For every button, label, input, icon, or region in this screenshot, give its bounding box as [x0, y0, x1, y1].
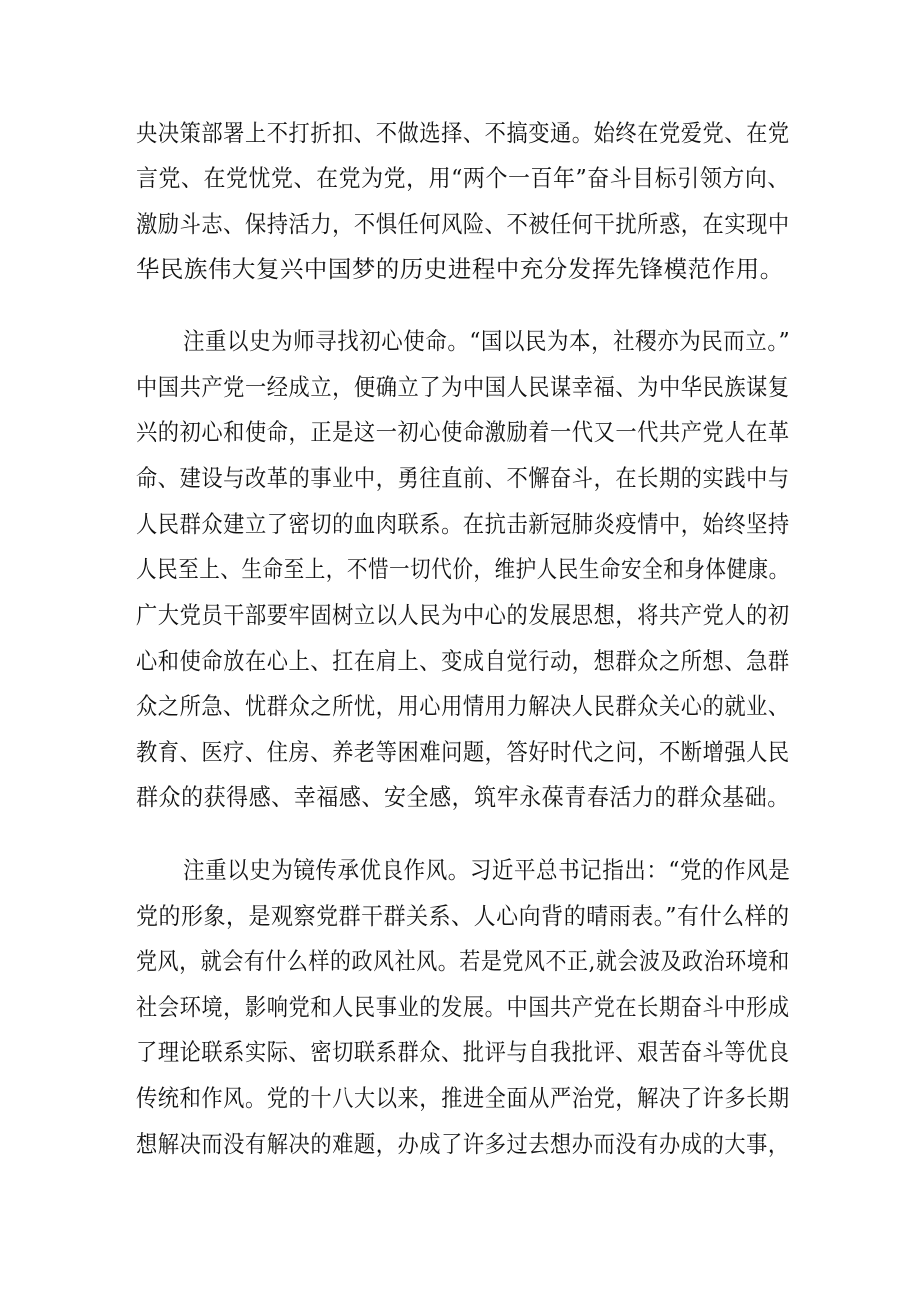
- text-line: 命、建设与改革的事业中，勇往直前、不懈奋斗，在长期的实践中与: [136, 464, 790, 492]
- text-line: 社会环境，影响党和人民事业的发展。中国共产党在长期奋斗中形成: [136, 993, 790, 1021]
- text-line: 央决策部署上不打折扣、不做选择、不搞变通。始终在党爱党、在党: [136, 119, 790, 147]
- text-line: 注重以史为镜传承优良作风。习近平总书记指出：“党的作风是: [183, 856, 791, 884]
- text-line: 兴的初心和使命，正是这一初心使命激励着一代又一代共产党人在革: [136, 418, 790, 446]
- text-line: 党的形象，是观察党群干群关系、人心向背的晴雨表。”有什么样的: [136, 902, 790, 930]
- text-line: 党风，就会有什么样的政风社风。若是党风不正,就会波及政治环境和: [136, 947, 790, 975]
- text-line: 心和使命放在心上、扛在肩上、变成自觉行动，想群众之所想、急群: [136, 647, 790, 675]
- text-line: 广大党员干部要牢固树立以人民为中心的发展思想，将共产党人的初: [136, 601, 790, 629]
- text-line: 人民至上、生命至上，不惜一切代价，维护人民生命安全和身体健康。: [136, 555, 790, 583]
- text-line: 群众的获得感、幸福感、安全感，筑牢永葆青春活力的群众基础。: [136, 783, 790, 811]
- text-line: 华民族伟大复兴中国梦的历史进程中充分发挥先锋模范作用。: [136, 255, 784, 283]
- text-line: 了理论联系实际、密切联系群众、批评与自我批评、艰苦奋斗等优良: [136, 1038, 790, 1066]
- text-line: 中国共产党一经成立，便确立了为中国人民谋幸福、为中华民族谋复: [136, 373, 790, 401]
- text-line: 激励斗志、保持活力，不惧任何风险、不被任何干扰所惑，在实现中: [136, 210, 790, 238]
- text-line: 人民群众建立了密切的血肉联系。在抗击新冠肺炎疫情中，始终坚持: [136, 510, 790, 538]
- text-line: 言党、在党忧党、在党为党，用“两个一百年”奋斗目标引领方向、: [136, 164, 790, 192]
- text-line: 众之所急、忧群众之所忧，用心用情用力解决人民群众关心的就业、: [136, 692, 790, 720]
- text-line: 教育、医疗、住房、养老等困难问题，答好时代之问，不断增强人民: [136, 738, 790, 766]
- text-line: 传统和作风。党的十八大以来，推进全面从严治党，解决了许多长期: [136, 1084, 790, 1112]
- text-line: 注重以史为师寻找初心使命。“国以民为本，社稷亦为民而立。”: [183, 327, 791, 355]
- text-line: 想解决而没有解决的难题，办成了许多过去想办而没有办成的大事，: [136, 1130, 790, 1158]
